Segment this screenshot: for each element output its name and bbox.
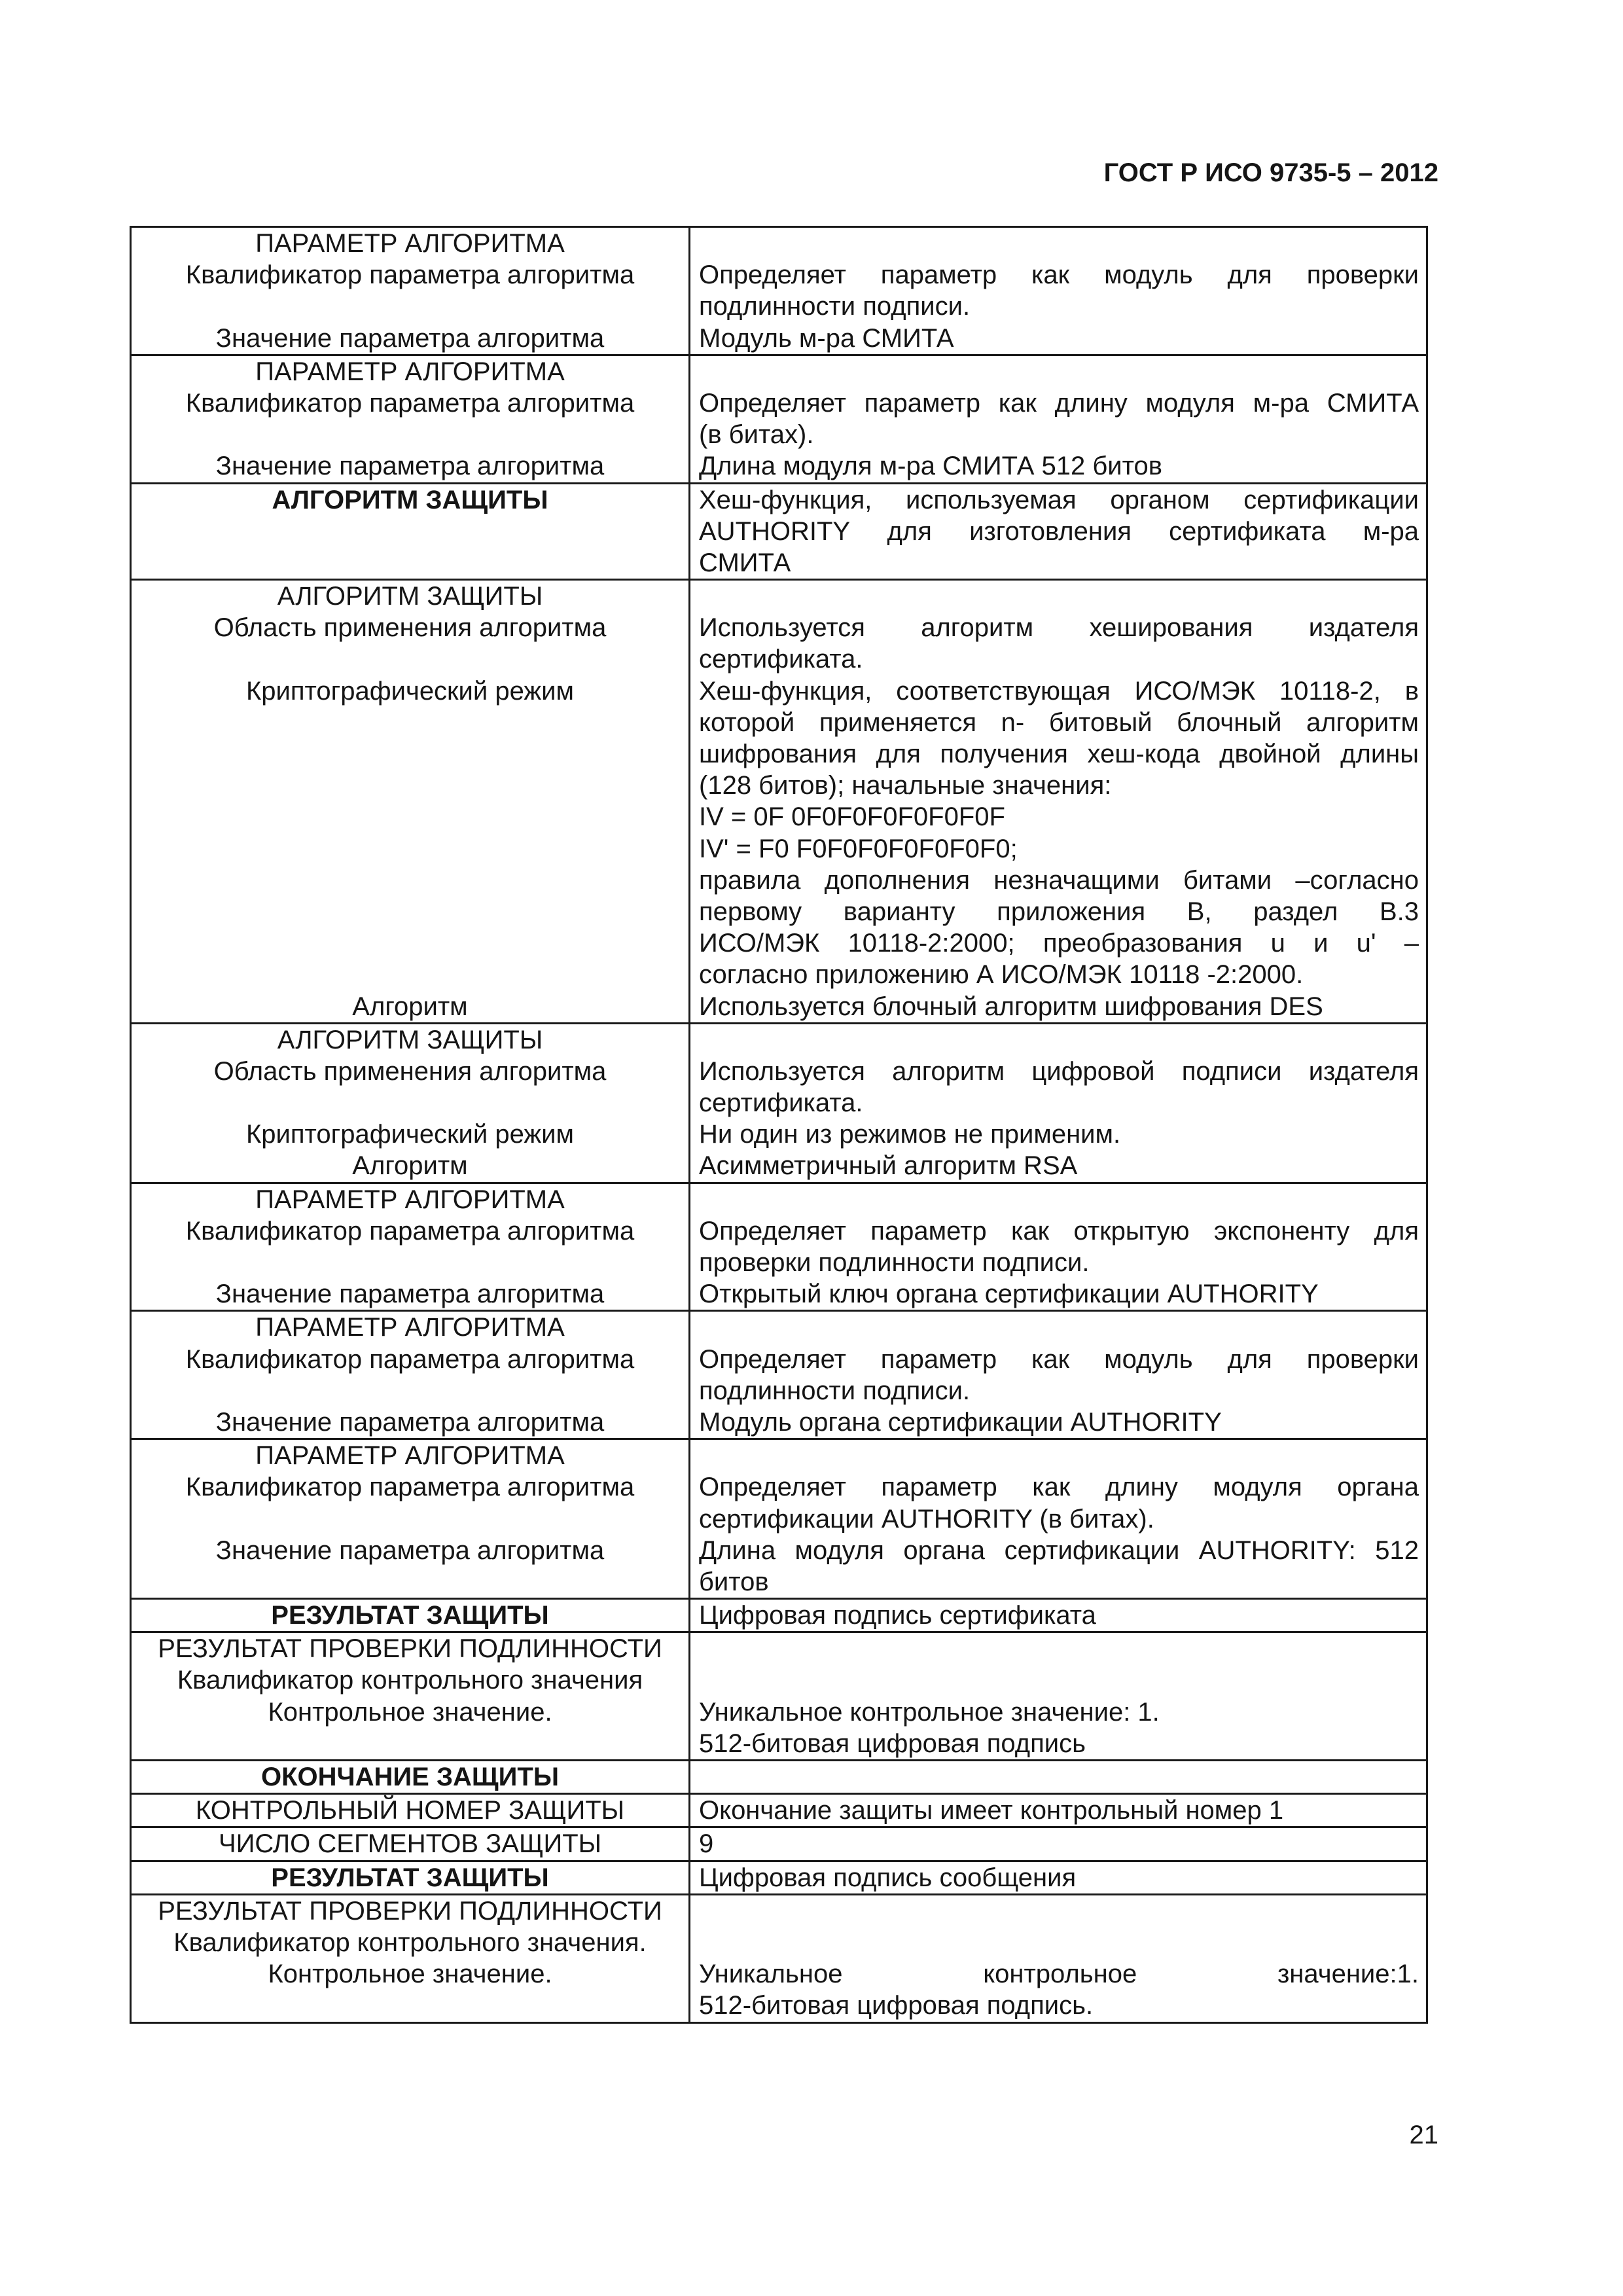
field-name-line: Значение параметра алгоритма	[215, 323, 605, 353]
field-name-cell	[132, 581, 690, 1022]
description-line: Длина модуля органа сертификации AUTHORITY: 512	[699, 1535, 1419, 1565]
description-line: Цифровая подпись сертификата	[699, 1601, 1096, 1630]
field-name-line: АЛГОРИТМ ЗАЩИТЫ	[277, 582, 543, 611]
field-name-cell	[132, 1024, 690, 1182]
table-row	[132, 1438, 1426, 1598]
description-line: Уникальное контрольное значение:1.	[699, 1960, 1419, 1989]
field-name-line: Алгоритм	[352, 992, 468, 1021]
blank-line	[132, 1375, 688, 1407]
field-name-cell	[132, 1312, 690, 1438]
field-name-line: Криптографический режим	[245, 1120, 575, 1149]
description-line: Определяет параметр как длину модуля органа	[699, 1473, 1419, 1502]
description-line: сертификации AUTHORITY (в битах).	[699, 1504, 1154, 1534]
description-line: 512-битовая цифровая подпись	[699, 1729, 1086, 1758]
description-line: Модуль органа сертификации AUTHORITY	[699, 1407, 1222, 1437]
blank-line	[699, 1927, 1419, 1958]
blank-line	[132, 1566, 688, 1598]
field-name-line: Квалификатор параметра алгоритма	[185, 1473, 635, 1502]
field-description-cell	[690, 356, 1426, 482]
blank-line	[699, 1664, 1419, 1696]
description-line: (в битах).	[699, 420, 814, 450]
field-description-cell	[690, 1895, 1426, 2022]
blank-line	[132, 738, 688, 770]
blank-line	[132, 770, 688, 801]
field-description-cell	[690, 228, 1426, 354]
blank-line	[699, 581, 1419, 612]
field-description-cell	[690, 1633, 1426, 1759]
field-name-line: Квалификатор параметра алгоритма	[185, 1216, 635, 1246]
blank-line	[132, 801, 688, 833]
table-row	[132, 1022, 1426, 1182]
description-line: Открытый ключ органа сертификации AUTHORITY	[699, 1280, 1319, 1309]
field-name-line: Область применения алгоритма	[213, 613, 607, 643]
blank-line	[132, 896, 688, 927]
field-name-cell	[132, 1895, 690, 2022]
description-line: первому варианту приложения В, раздел В.3	[699, 897, 1419, 926]
blank-line	[132, 1247, 688, 1278]
description-line: Окончание защиты имеет контрольный номер 1	[699, 1796, 1284, 1825]
field-name-cell	[132, 1828, 690, 1859]
field-name-line: РЕЗУЛЬТАТ ЗАЩИТЫ	[271, 1601, 549, 1630]
blank-line	[132, 516, 688, 547]
table-row	[132, 1310, 1426, 1438]
field-name-line: ПАРАМЕТР АЛГОРИТМА	[255, 1185, 565, 1214]
description-line: шифрования для получения хеш-кода двойной длины	[699, 740, 1419, 768]
description-line: правила дополнения незначащими битами –согласно	[699, 865, 1419, 895]
table-row	[132, 1793, 1426, 1826]
description-line: Хеш-функция, используемая органом сертификации	[699, 485, 1419, 514]
page-number: 21	[1409, 2121, 1438, 2149]
description-line: Определяет параметр как длину модуля м-ра СМИТА	[699, 388, 1419, 418]
blank-line	[132, 419, 688, 450]
field-name-line: Контрольное значение.	[268, 1697, 552, 1727]
field-name-line: ЧИСЛО СЕГМЕНТОВ ЗАЩИТЫ	[218, 1829, 602, 1859]
blank-line	[699, 1895, 1419, 1927]
table-row	[132, 228, 1426, 354]
field-name-line: Криптографический режим	[245, 676, 575, 706]
description-line: битов	[699, 1567, 769, 1596]
description-line: IV = 0F 0F0F0F0F0F0F0F	[699, 802, 1005, 832]
segment-row	[132, 482, 1426, 579]
field-name-line: Значение параметра алгоритма	[215, 1407, 605, 1437]
blank-line	[132, 1728, 688, 1759]
description-line: Длина модуля м-ра СМИТА 512 битов	[699, 452, 1162, 481]
definition-table	[130, 226, 1428, 2024]
blank-line	[699, 228, 1419, 259]
table-row	[132, 1826, 1426, 1859]
table-row	[132, 1631, 1426, 1759]
field-name-line: РЕЗУЛЬТАТ ЗАЩИТЫ	[271, 1863, 549, 1892]
blank-line	[132, 959, 688, 990]
field-name-line: ПАРАМЕТР АЛГОРИТМА	[255, 229, 565, 258]
description-line: подлинности подписи.	[699, 292, 971, 321]
description-line: 512-битовая цифровая подпись.	[699, 1991, 1094, 2020]
description-line: сертификата.	[699, 1088, 863, 1118]
field-name-cell	[132, 356, 690, 482]
description-line: подлинности подписи.	[699, 1376, 971, 1405]
blank-line	[699, 1312, 1419, 1343]
description-line: согласно приложению А ИСО/МЭК 10118 -2:2000.	[699, 960, 1304, 990]
blank-line	[132, 927, 688, 959]
description-line: которой применяется n- битовый блочный алгоритм	[699, 708, 1419, 737]
description-line: Используется блочный алгоритм шифрования DES	[699, 992, 1323, 1021]
description-line: (128 битов); начальные значения:	[699, 771, 1112, 800]
field-name-line: ОКОНЧАНИЕ ЗАЩИТЫ	[261, 1763, 559, 1791]
description-line: Хеш-функция, соответствующая ИСО/МЭК 10118-2, в	[699, 676, 1419, 706]
blank-line	[132, 291, 688, 322]
description-line: Определяет параметр как модуль для проверки	[699, 260, 1419, 290]
field-name-line: АЛГОРИТМ ЗАЩИТЫ	[272, 485, 548, 514]
description-line: Определяет параметр как модуль для проверки	[699, 1344, 1419, 1374]
field-name-line: Квалификатор параметра алгоритма	[185, 1344, 635, 1374]
field-name-line: РЕЗУЛЬТАТ ПРОВЕРКИ ПОДЛИННОСТИ	[158, 1634, 662, 1664]
description-line: Используется алгоритм цифровой подписи издателя	[699, 1056, 1419, 1086]
blank-line	[132, 1087, 688, 1119]
field-description-cell	[690, 1761, 1426, 1793]
blank-line	[699, 356, 1419, 387]
field-name-cell	[132, 484, 690, 579]
field-name-line: ПАРАМЕТР АЛГОРИТМА	[255, 1313, 565, 1342]
field-name-line: РЕЗУЛЬТАТ ПРОВЕРКИ ПОДЛИННОСТИ	[158, 1896, 662, 1926]
field-name-cell	[132, 1440, 690, 1598]
field-description-cell	[690, 1312, 1426, 1438]
table-row	[132, 1182, 1426, 1310]
field-name-cell	[132, 228, 690, 354]
field-name-cell	[132, 1633, 690, 1759]
table-row	[132, 1893, 1426, 2022]
description-line: сертификата.	[699, 645, 863, 674]
field-name-line: Квалификатор параметра алгоритма	[185, 388, 635, 418]
field-name-line: Квалификатор контрольного значения	[177, 1666, 643, 1695]
description-line: СМИТА	[699, 548, 791, 577]
segment-row	[132, 1598, 1426, 1631]
field-name-line: Квалификатор контрольного значения.	[173, 1928, 647, 1957]
field-description-cell	[690, 1440, 1426, 1598]
blank-line	[699, 1440, 1419, 1471]
field-description-cell	[690, 1828, 1426, 1859]
blank-line	[699, 1633, 1419, 1664]
field-description-cell	[690, 1600, 1426, 1631]
field-name-cell	[132, 1761, 690, 1793]
segment-row	[132, 1860, 1426, 1893]
field-name-line: Контрольное значение.	[268, 1960, 552, 1989]
blank-line	[132, 833, 688, 865]
field-name-cell	[132, 1795, 690, 1826]
field-name-line: Область применения алгоритма	[213, 1056, 607, 1086]
description-line: Асимметричный алгоритм RSA	[699, 1151, 1078, 1181]
field-description-cell	[690, 1795, 1426, 1826]
field-name-cell	[132, 1862, 690, 1893]
description-line: Ни один из режимов не применим.	[699, 1120, 1121, 1149]
field-name-line: АЛГОРИТМ ЗАЩИТЫ	[277, 1025, 543, 1054]
blank-line	[132, 1503, 688, 1535]
description-line: Определяет параметр как открытую экспоненту для	[699, 1216, 1419, 1246]
blank-line	[699, 1184, 1419, 1215]
blank-line	[699, 1024, 1419, 1056]
description-line: AUTHORITY для изготовления сертификата м-ра	[699, 516, 1419, 546]
field-description-cell	[690, 1862, 1426, 1893]
field-description-cell	[690, 581, 1426, 1022]
field-name-line: ПАРАМЕТР АЛГОРИТМА	[255, 357, 565, 386]
field-description-cell	[690, 1024, 1426, 1182]
description-line: проверки подлинности подписи.	[699, 1248, 1090, 1277]
field-name-line: Алгоритм	[352, 1151, 468, 1181]
field-name-line: Значение параметра алгоритма	[215, 1280, 605, 1309]
description-line: Используется алгоритм хеширования издателя	[699, 613, 1419, 643]
blank-line	[132, 547, 688, 579]
field-description-cell	[690, 1184, 1426, 1310]
field-name-line: Значение параметра алгоритма	[215, 452, 605, 481]
description-line: IV' = F0 F0F0F0F0F0F0F0;	[699, 834, 1018, 863]
description-line: Уникальное контрольное значение: 1.	[699, 1697, 1160, 1727]
field-name-line: КОНТРОЛЬНЫЙ НОМЕР ЗАЩИТЫ	[195, 1796, 625, 1825]
segment-row	[132, 1759, 1426, 1793]
blank-line	[132, 865, 688, 896]
field-name-cell	[132, 1184, 690, 1310]
table-row	[132, 579, 1426, 1022]
description-line: Модуль м-ра СМИТА	[699, 323, 954, 353]
description-line: Цифровая подпись сообщения	[699, 1863, 1077, 1892]
description-line: ИСО/МЭК 10118-2:2000; преобразования u и u' –	[699, 929, 1419, 958]
field-description-cell	[690, 484, 1426, 579]
field-name-line: Значение параметра алгоритма	[215, 1535, 605, 1565]
blank-line	[699, 1761, 1419, 1793]
field-name-line: Квалификатор параметра алгоритма	[185, 260, 635, 290]
blank-line	[132, 643, 688, 675]
field-name-line: ПАРАМЕТР АЛГОРИТМА	[255, 1441, 565, 1471]
table-row	[132, 354, 1426, 482]
blank-line	[132, 707, 688, 738]
field-name-cell	[132, 1600, 690, 1631]
blank-line	[132, 1990, 688, 2021]
document-header: ГОСТ Р ИСО 9735-5 – 2012	[1103, 158, 1438, 187]
description-line: 9	[699, 1829, 714, 1859]
